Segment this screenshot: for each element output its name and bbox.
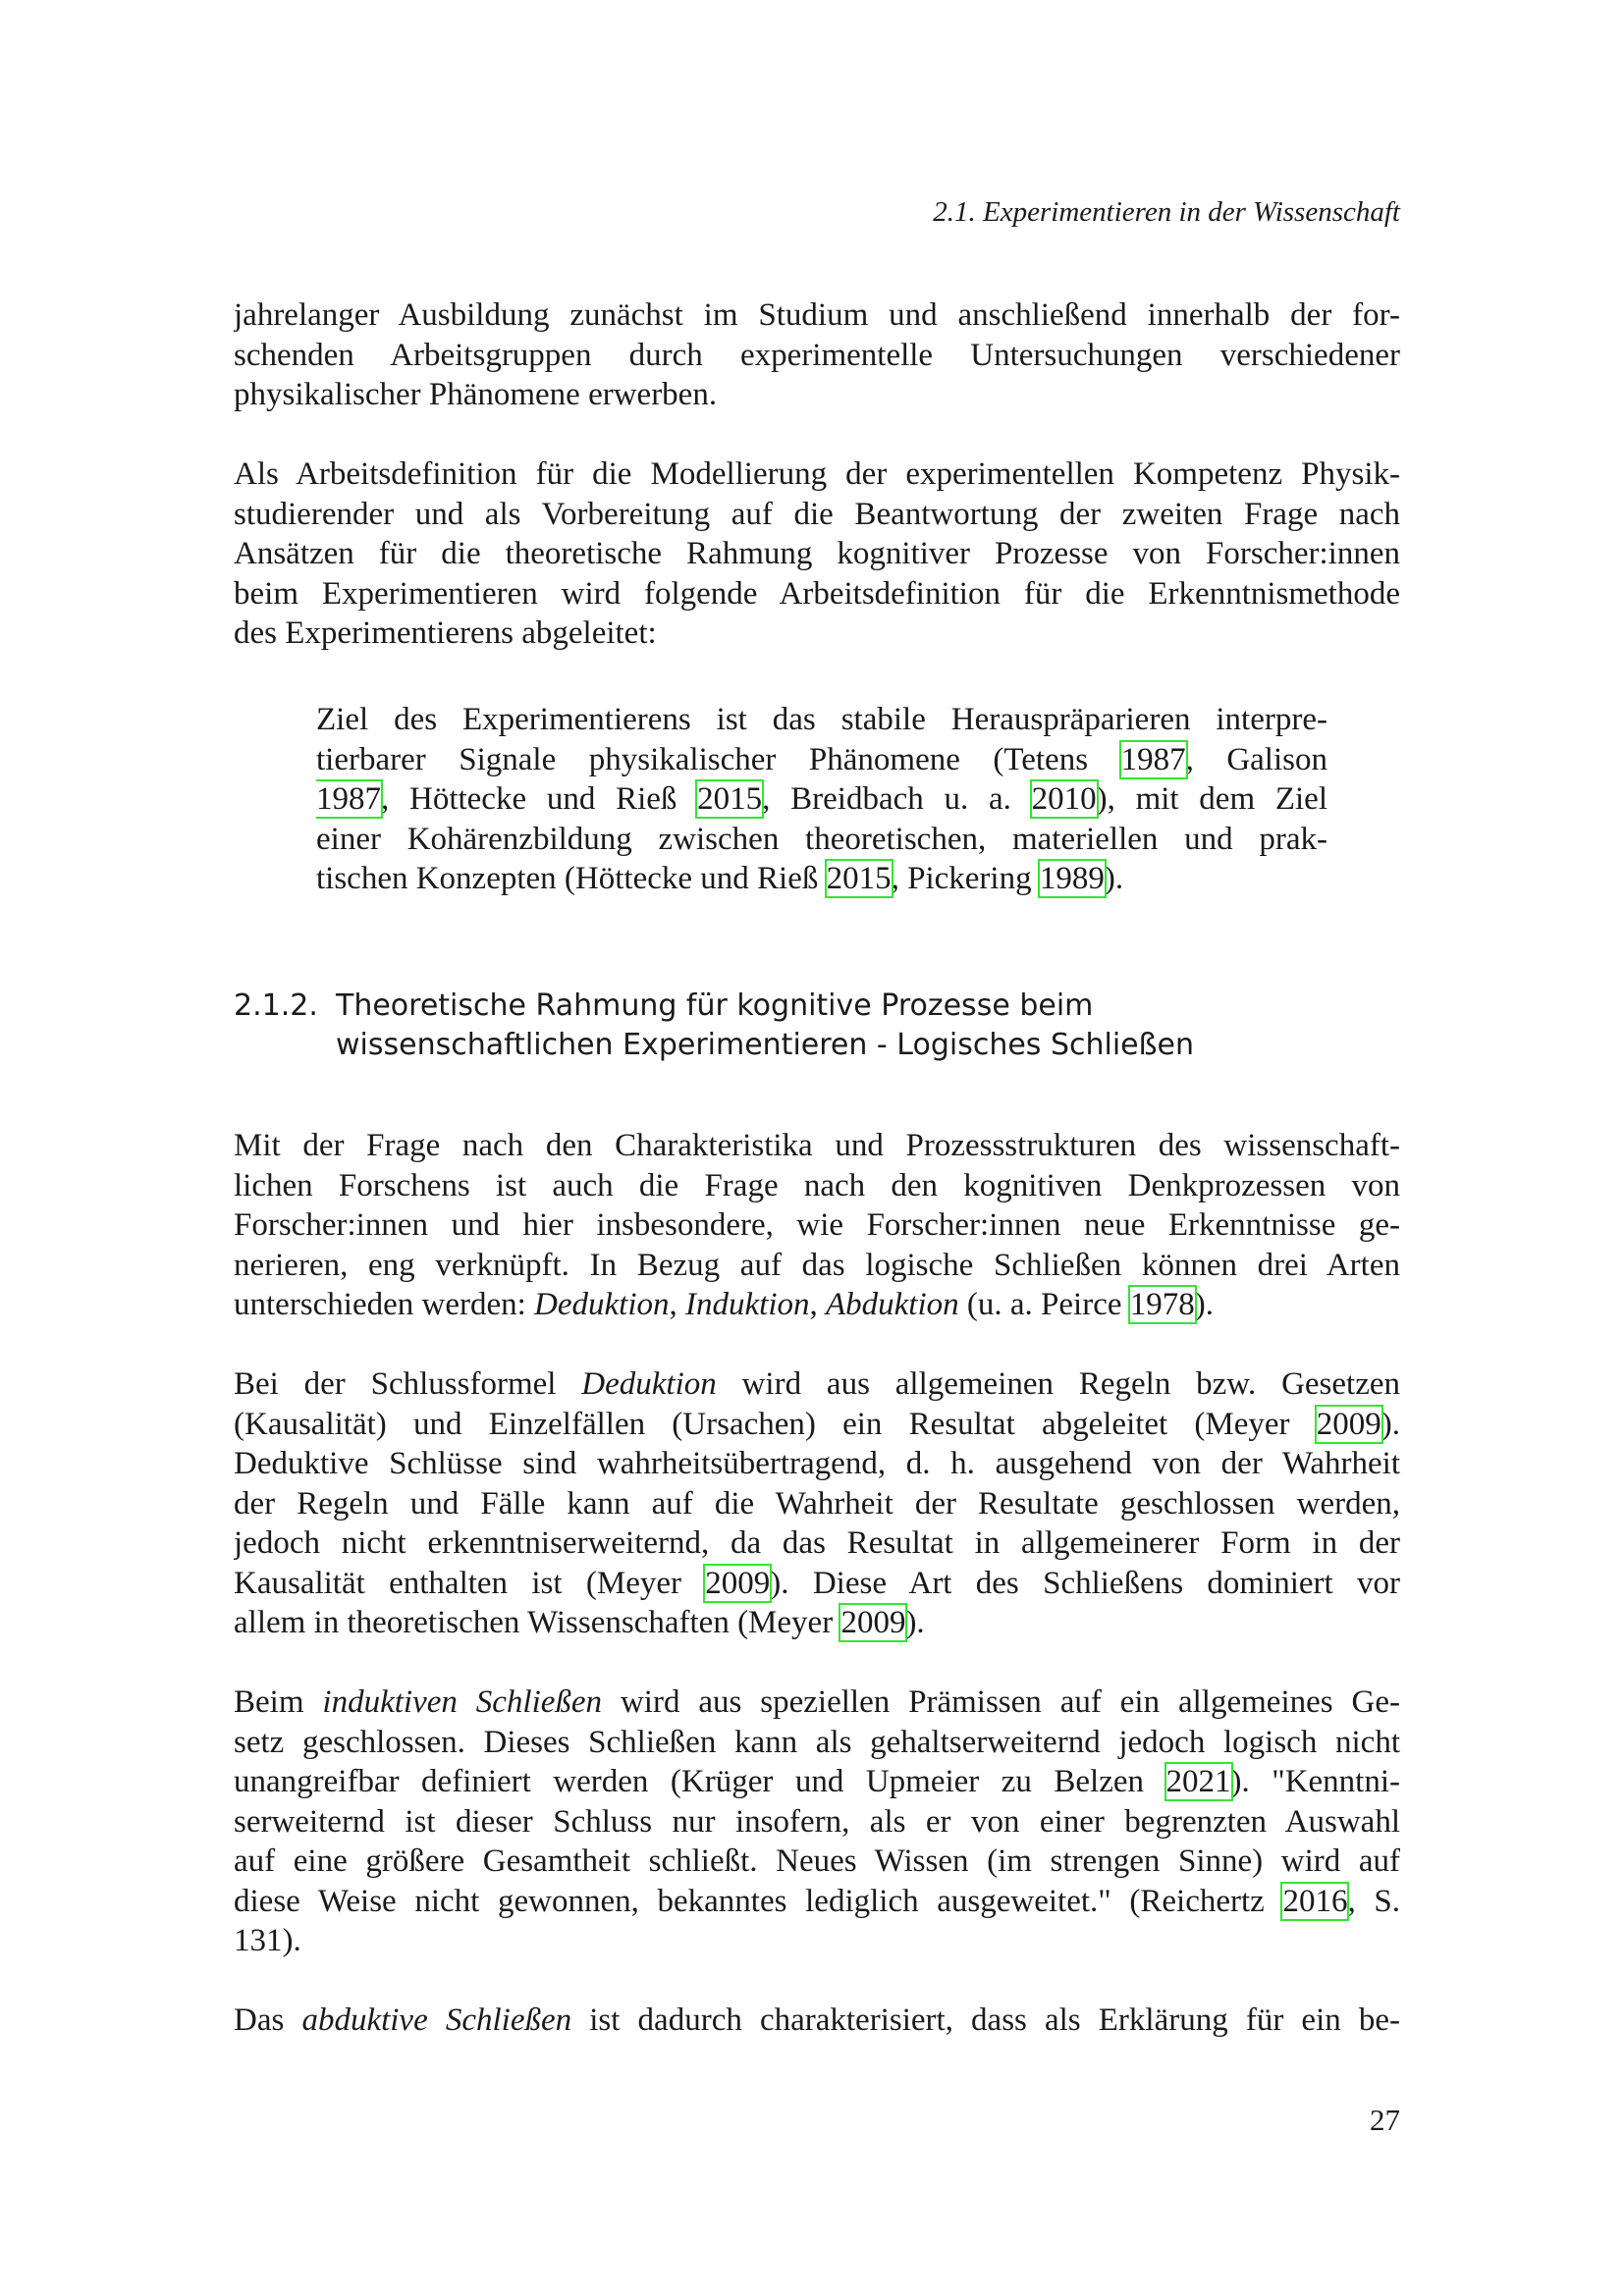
section-title xyxy=(336,987,1406,1065)
text-line: auf eine größere Gesamtheit schließt. Neues Wissen (im strengen Sinne) wird auf xyxy=(234,1843,1400,1879)
text-line: allem in theoretischen Wissenschaften (Meyer 2009). xyxy=(234,1605,925,1640)
text-line: Bei der Schlussformel Deduktion wird aus allgemeinen Regeln bzw. Gesetzen xyxy=(234,1366,1400,1402)
text-line: unterschieden werden: Deduktion, Induktion, Abduktion (u. a. Peirce 1978). xyxy=(234,1287,1214,1322)
text-line: jahrelanger Ausbildung zunächst im Studium und anschließend innerhalb der for- xyxy=(234,297,1400,333)
running-header: 2.1. Experimentieren in der Wissenschaft xyxy=(933,196,1400,228)
text-line: studierender und als Vorbereitung auf die Beantwortung der zweiten Frage nach xyxy=(234,496,1400,532)
text-line: unangreifbar definiert werden (Krüger und Upmeier zu Belzen 2021). "Kenntni- xyxy=(234,1764,1400,1799)
text-line: physikalischer Phänomene erwerben. xyxy=(234,377,718,412)
paragraph-6 xyxy=(234,2001,1400,2041)
text-line: Forscher:innen und hier insbesondere, wie Forscher:innen neue Erkenntnisse ge- xyxy=(234,1207,1400,1243)
citation-link[interactable]: 2021 xyxy=(1165,1764,1231,1799)
citation-link[interactable]: 2015 xyxy=(697,781,763,817)
text-line: 131). xyxy=(234,1923,301,1958)
text-line: jedoch nicht erkenntniserweiternd, da das Resultat in allgemeinerer Form in der xyxy=(234,1525,1400,1561)
text-line: setz geschlossen. Dieses Schließen kann als gehaltserweiternd jedoch logisch nicht xyxy=(234,1724,1400,1760)
section-title-line: wissenschaftlichen Experimentieren - Logisches Schließen xyxy=(336,1028,1194,1062)
text-line: Als Arbeitsdefinition für die Modellierung der experimentellen Kompetenz Physik- xyxy=(234,456,1400,492)
citation-link[interactable]: 2010 xyxy=(1031,781,1097,817)
text-line: beim Experimentieren wird folgende Arbeitsdefinition für die Erkenntnismethode xyxy=(234,575,1400,612)
page-number: 27 xyxy=(1370,2103,1400,2137)
section-number: 2.1.2. xyxy=(234,988,318,1023)
term-induktives-schliessen: induktiven Schließen xyxy=(322,1684,603,1720)
paragraph-4 xyxy=(234,1364,1400,1643)
text-line: schenden Arbeitsgruppen durch experimentelle Untersuchungen verschiedener xyxy=(234,337,1400,373)
paragraph-3 xyxy=(234,1126,1400,1325)
section-title-line: Theoretische Rahmung für kognitive Prozesse beim xyxy=(336,988,1094,1023)
text-line: nerieren, eng verknüpft. In Bezug auf das logische Schließen können drei Arten xyxy=(234,1247,1400,1283)
paragraph-1 xyxy=(234,295,1400,415)
text-line: (Kausalität) und Einzelfällen (Ursachen) ein Resultat abgeleitet (Meyer 2009). xyxy=(234,1406,1400,1442)
term-induktion: Induktion xyxy=(685,1287,810,1322)
term-deduktion: Deduktion xyxy=(581,1366,717,1402)
term-abduktives-schliessen: abduktive Schließen xyxy=(301,2002,572,2038)
text-line: Ansätzen für die theoretische Rahmung kognitiver Prozesse von Forscher:innen xyxy=(234,536,1400,571)
citation-link[interactable]: 2016 xyxy=(1282,1883,1348,1919)
text-line: Das abduktive Schließen ist dadurch charakterisiert, dass als Erklärung für ein be- xyxy=(234,2002,1400,2038)
text-line: serweiternd ist dieser Schluss nur insofern, als er von einer begrenzten Auswahl xyxy=(234,1803,1400,1840)
text-line: des Experimentierens abgeleitet: xyxy=(234,615,657,651)
text-line: einer Kohärenzbildung zwischen theoretischen, materiellen und prak- xyxy=(316,821,1327,857)
text-line: 1987, Höttecke und Rieß 2015, Breidbach u. a. 2010), mit dem Ziel xyxy=(316,781,1327,817)
text-line: diese Weise nicht gewonnen, bekanntes lediglich ausgeweitet." (Reichertz 2016, S. xyxy=(234,1883,1400,1919)
citation-link[interactable]: 2015 xyxy=(826,861,892,896)
citation-link[interactable]: 1987 xyxy=(1120,741,1186,777)
text-line: Mit der Frage nach den Charakteristika und Prozessstrukturen des wissenschaft- xyxy=(234,1128,1400,1163)
citation-link[interactable]: 1987 xyxy=(316,781,381,817)
text-line: tischen Konzepten (Höttecke und Rieß 2015, Pickering 1989). xyxy=(316,861,1124,896)
text-line: Deduktive Schlüsse sind wahrheitsübertragend, d. h. ausgehend von der Wahrheit xyxy=(234,1446,1400,1481)
citation-link[interactable]: 2009 xyxy=(840,1605,906,1640)
text-line: Ziel des Experimentierens ist das stabile Herauspräparieren interpre- xyxy=(316,702,1327,737)
text-line: Kausalität enthalten ist (Meyer 2009). Diese Art des Schließens dominiert vor xyxy=(234,1565,1400,1601)
text-line: der Regeln und Fälle kann auf die Wahrheit der Resultate geschlossen werden, xyxy=(234,1485,1400,1522)
text-line: tierbarer Signale physikalischer Phänomene (Tetens 1987, Galison xyxy=(316,741,1327,777)
text-line: Beim induktiven Schließen wird aus speziellen Prämissen auf ein allgemeines Ge- xyxy=(234,1684,1400,1720)
paragraph-2 xyxy=(234,454,1400,654)
term-deduktion: Deduktion xyxy=(534,1287,670,1322)
citation-link[interactable]: 2009 xyxy=(705,1565,771,1601)
term-abduktion: Abduktion xyxy=(826,1287,959,1322)
citation-link[interactable]: 1989 xyxy=(1039,861,1105,896)
citation-link[interactable]: 1978 xyxy=(1129,1287,1195,1322)
citation-link[interactable]: 2009 xyxy=(1316,1406,1381,1442)
paragraph-5 xyxy=(234,1682,1400,1961)
definition-quote xyxy=(316,700,1327,899)
text-line: lichen Forschens ist auch die Frage nach den kognitiven Denkprozessen von xyxy=(234,1167,1400,1203)
